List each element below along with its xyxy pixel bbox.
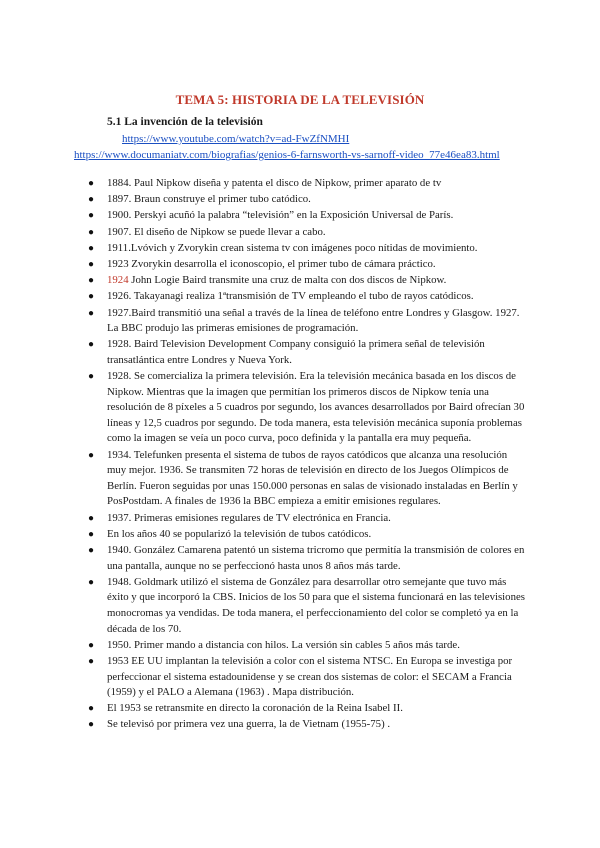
list-item-text: 1940. González Camarena patentó un sistema tricromo que permitía la transmisión de colores en una pantalla, aunque no se perfeccionó hasta unos 8 años más tarde. xyxy=(107,543,525,572)
list-item xyxy=(88,306,527,337)
list-item xyxy=(88,241,527,257)
bullet-icon: ● xyxy=(88,210,95,222)
list-item xyxy=(88,257,527,273)
bullet-icon: ● xyxy=(88,639,95,651)
list-item xyxy=(88,654,527,701)
highlighted-year: 1924 xyxy=(107,274,129,287)
list-item xyxy=(88,448,527,510)
bullet-icon: ● xyxy=(88,719,95,731)
documaniatv-link[interactable]: https://www.documaniatv.com/biografias/genios-6-farnsworth-vs-sarnoff-video_77e46ea83.html xyxy=(74,149,500,161)
list-item xyxy=(88,337,527,368)
list-item-text: 1937. Primeras emisiones regulares de TV electrónica en Francia. xyxy=(107,511,391,524)
list-item xyxy=(88,369,527,447)
timeline-list xyxy=(88,176,527,734)
list-item-text: 1911.Lvóvich y Zvorykin crean sistema tv con imágenes poco nítidas de movimiento. xyxy=(107,241,478,254)
list-item-text: 1926. Takayanagi realiza 1ªtransmisión de TV empleando el tubo de rayos catódicos. xyxy=(107,290,474,303)
list-item-text: 1907. El diseño de Nipkow se puede llevar a cabo. xyxy=(107,225,326,238)
list-item xyxy=(88,575,527,637)
list-item xyxy=(88,527,527,543)
list-item-text: 1923 Zvorykin desarrolla el iconoscopio, el primer tubo de cámara práctico. xyxy=(107,257,436,270)
bullet-icon: ● xyxy=(88,703,95,715)
list-item xyxy=(88,208,527,224)
bullet-icon: ● xyxy=(88,544,95,556)
bullet-icon: ● xyxy=(88,449,95,461)
list-item xyxy=(88,176,527,192)
list-item xyxy=(88,638,527,654)
bullet-icon: ● xyxy=(88,528,95,540)
youtube-link[interactable]: https://www.youtube.com/watch?v=ad-FwZfNMHI xyxy=(122,133,350,145)
list-item-text: 1934. Telefunken presenta el sistema de tubos de rayos catódicos que alcanza una resolución muy mejor. 1936. Se transmiten 72 horas de televisión en directo de los Juegos Olímpicos de Berlín. Fueron seguidas por unas 150.000 personas en salas de visionado instaladas en Berlín y PosPostdam. A finales de 1936 la BBC empieza a emitir emisiones regulares. xyxy=(107,448,518,508)
bullet-icon: ● xyxy=(88,339,95,351)
list-item xyxy=(88,701,527,717)
bullet-icon: ● xyxy=(88,194,95,206)
list-item-text: En los años 40 se popularizó la televisión de tubos catódicos. xyxy=(107,527,372,540)
list-item-text: 1897. Braun construye el primer tubo catódico. xyxy=(107,193,311,206)
list-item xyxy=(88,289,527,305)
bullet-icon: ● xyxy=(88,576,95,588)
list-item-text: 1953 EE UU implantan la televisión a color con el sistema NTSC. En Europa se investiga por perfeccionar el sistema estadounidense y se crean dos sistemas de color: el SECAM a Francia (1959) y el PALO a Alemana (1963) . Mapa distribución. xyxy=(107,654,513,699)
list-item-text: 1948. Goldmark utilizó el sistema de González para desarrollar otro semejante que tuvo más éxito y que incorporó la CBS. Inicios de los 50 para que el sistema funcionará en las televisiones monocromas ya vendidas. De toda manera, el perfeccionamiento del color se completó ya en la década de los 70. xyxy=(107,575,525,635)
list-item xyxy=(88,225,527,241)
list-item-text: 1884. Paul Nipkow diseña y patenta el disco de Nipkow, primer aparato de tv xyxy=(107,177,442,189)
bullet-icon: ● xyxy=(88,371,95,383)
list-item xyxy=(88,511,527,527)
bullet-icon: ● xyxy=(88,291,95,303)
page-title: TEMA 5: HISTORIA DE LA TELEVISIÓN xyxy=(175,92,425,107)
bullet-icon: ● xyxy=(88,275,95,287)
section-heading: 5.1 La invención de la televisión xyxy=(107,116,263,128)
list-item-text: 1928. Baird Television Development Company consiguió la primera señal de televisión transatlántica entre Londres y Nueva York. xyxy=(107,338,485,366)
bullet-icon: ● xyxy=(88,226,95,238)
list-item-text: 1900. Perskyi acuñó la palabra “televisión” en la Exposición Universal de París. xyxy=(107,209,454,222)
bullet-icon: ● xyxy=(88,655,95,667)
list-item-text: 1950. Primer mando a distancia con hilos. La versión sin cables 5 años más tarde. xyxy=(107,638,460,651)
list-item-text: 1928. Se comercializa la primera televisión. Era la televisión mecánica basada en los discos de Nipkow. Mientras que la imagen que permitían los primeros discos de Nipkow tenía una resolución de 8 píxeles a 5 cuadros por segundo, los avances desarrollados por Baird ofrecían 30 líneas y 12,5 cuadros por segundo. De toda manera, esta televisión mecánica suponía problemas como la imagen se veía un poco curva, poco definida y la pantalla era muy pequeña. xyxy=(107,370,525,445)
list-item-text: El 1953 se retransmite en directo la coronación de la Reina Isabel II. xyxy=(107,702,403,715)
bullet-icon: ● xyxy=(88,512,95,524)
bullet-icon: ● xyxy=(88,307,95,319)
list-item xyxy=(88,192,527,208)
list-item xyxy=(88,717,527,733)
bullet-icon: ● xyxy=(88,258,95,270)
list-item-text: Se televisó por primera vez una guerra, la de Vietnam (1955-75) . xyxy=(107,718,391,731)
bullet-icon: ● xyxy=(88,178,95,189)
list-item xyxy=(88,543,527,574)
list-item-text: John Logie Baird transmite una cruz de malta con dos discos de Nipkow. xyxy=(128,274,447,287)
bullet-icon: ● xyxy=(88,242,95,254)
list-item-text: 1927.Baird transmitió una señal a través de la línea de teléfono entre Londres y Glasgow. 1927. La BBC produjo las primeras emisiones de programación. xyxy=(107,306,520,335)
list-item xyxy=(88,273,527,289)
